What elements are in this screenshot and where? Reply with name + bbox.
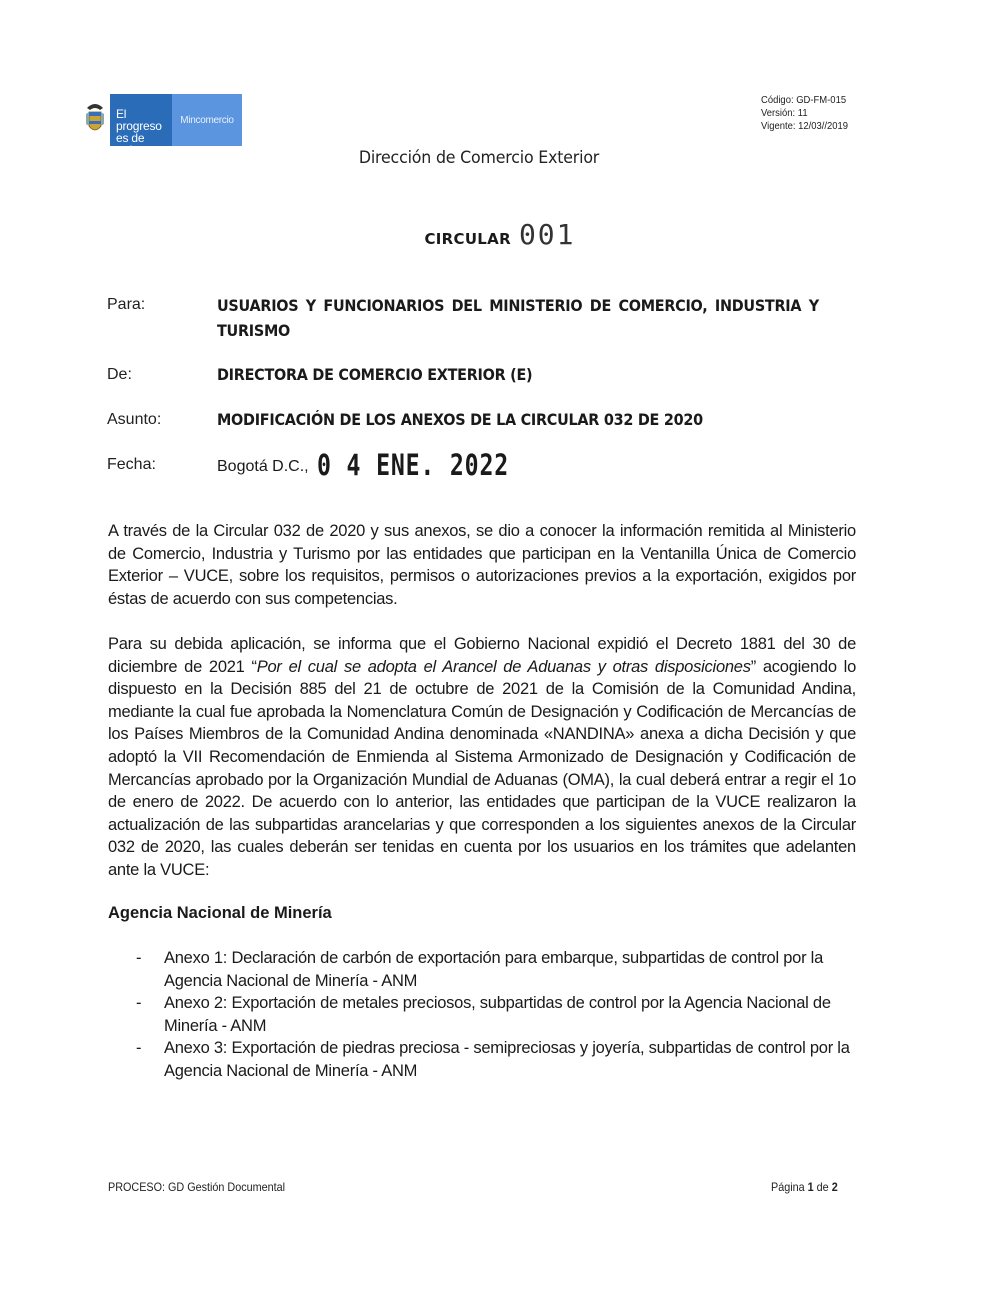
para-value-line-1: USUARIOS Y FUNCIONARIOS DEL MINISTERIO DE COMERCIO, INDUSTRIA Y [217,296,819,315]
date-stamp: 0 4 ENE. 2022 [317,448,510,482]
paragraph-2-text-a: Para su debida aplicación, se informa que el Gobierno Nacional expidió el Decreto 1881 del 30 de diciembre de 2021 “ [108,635,856,676]
de-value: DIRECTORA DE COMERCIO EXTERIOR (E) [217,365,533,384]
dash-bullet-icon: - [136,994,142,1013]
annex-text: Anexo 3: Exportación de piedras preciosa - semipreciosas y joyería, subpartidas de control por la Agencia Nacional de Minería - ANM [164,1039,850,1080]
page-total: 2 [831,1180,838,1194]
annex-item [136,992,858,1037]
para-value [217,293,847,343]
doc-code: Código: GD-FM-015 [761,94,847,106]
page-prefix: Página [771,1180,805,1194]
para-value-line-2: TURISMO [217,321,291,340]
slogan-line-2: es de todos [116,131,145,157]
circular-heading [0,218,1000,251]
doc-version: Versión: 11 [761,107,808,119]
logo-slogan [110,94,172,157]
document-control-info [761,94,848,133]
annex-item [136,1037,858,1082]
annex-item [136,947,858,992]
circular-number: 001 [518,218,576,251]
footer-process: PROCESO: GD Gestión Documental [108,1180,286,1194]
ministry-logo [80,94,242,157]
paragraph-2-text-b: ” acogiendo lo dispuesto en la Decisión 885 del 21 de octubre de 2021 de la Comisión de la Comunidad Andina, mediante la cual fue aprobada la Nomenclatura Común de Designación y Codificación de Mercancías de los Países Miembros de la Comunidad Andina denominada «NANDINA» anexa a dicha Decisión y que adoptó la VII Recomendación de Enmienda al Sistema Armonizado de Designación y Codificación de Mercancías aprobado por la Organización Mundial de Aduanas (OMA), la cual deberá entrar a regir el 1o de enero de 2022. De acuerdo con lo anterior, las entidades que participan de la VUCE realizaron la actualización de las subpartidas arancelarias y que corresponden a los siguientes anexos de la Circular 032 de 2020, las cuales deberán ser tenidas en cuenta por los usuarios en los trámites que adelanten ante la VUCE: [108,657,856,879]
dash-bullet-icon: - [136,1039,142,1058]
annex-text: Anexo 2: Exportación de metales preciosos, subpartidas de control por la Agencia Nacional de Minería - ANM [164,994,831,1035]
asunto-label: Asunto: [107,411,162,428]
body-paragraph-1: A través de la Circular 032 de 2020 y sus anexos, se dio a conocer la información remitida al Ministerio de Comercio, Industria y Turismo por las entidades que participan en la Ventanilla Única de Comercio Exterior – VUCE, sobre los requisitos, permisos o autorizaciones previos a la exportación, exigidos por éstas de acuerdo con sus competencias. [108,522,856,608]
page-separator: de [816,1180,829,1194]
fecha-value [217,448,557,482]
coat-of-arms-icon [80,94,110,146]
circular-label: CIRCULAR [424,230,511,248]
asunto-value: MODIFICACIÓN DE LOS ANEXOS DE LA CIRCULAR 032 DE 2020 [217,410,703,429]
body-paragraph-2 [108,633,856,882]
page-current: 1 [807,1180,814,1194]
section-title-anm: Agencia Nacional de Minería [108,904,332,922]
fecha-label: Fecha: [107,456,156,473]
department-name: Dirección de Comercio Exterior [358,148,600,168]
dash-bullet-icon: - [136,949,142,967]
para-label: Para: [107,296,146,313]
annex-text: Anexo 1: Declaración de carbón de exportación para embarque, subpartidas de control por la Agencia Nacional de Minería - ANM [164,949,824,990]
page-number [771,1180,838,1194]
logo-entity: Mincomercio [172,94,242,146]
fecha-city: Bogotá D.C., [217,458,309,475]
decree-title-quote: Por el cual se adopta el Arancel de Aduanas y otras disposiciones [256,657,751,676]
de-label: De: [107,366,132,383]
slogan-line-1: El progreso [116,107,162,133]
annex-list [136,947,858,1083]
doc-valid-date: Vigente: 12/03//2019 [761,120,849,132]
